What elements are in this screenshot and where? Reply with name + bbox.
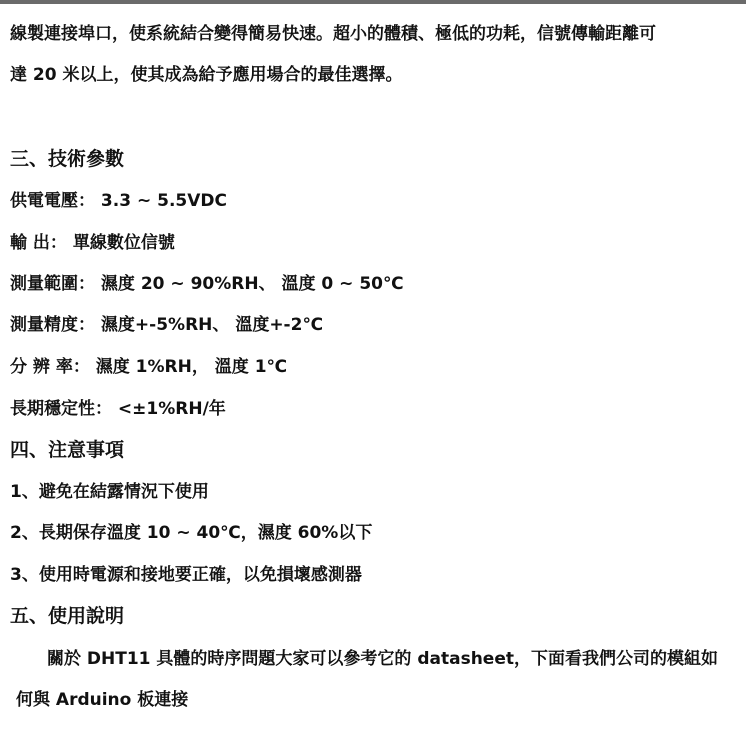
usage-paragraph-line-1: 關於 DHT11 具體的時序問題大家可以參考它的 datasheet，下面看我們公司的模組如 [47,649,718,669]
precaution-item-2: 2、長期保存溫度 10 ~ 40℃，濕度 60%以下 [10,523,373,543]
section-heading-precautions: 四、注意事項 [10,439,125,461]
spec-measurement-range: 測量範圍： 濕度 20 ~ 90%RH、 溫度 0 ~ 50℃ [10,274,404,294]
spec-resolution: 分 辨 率： 濕度 1%RH， 溫度 1℃ [10,357,288,377]
intro-paragraph-line-2: 達 20 米以上，使其成為給予應用場合的最佳選擇。 [10,65,403,85]
spec-long-term-stability: 長期穩定性： <±1%RH/年 [10,399,226,419]
spec-measurement-accuracy: 測量精度： 濕度+-5%RH、 溫度+-2℃ [10,315,324,335]
top-border-rule [0,0,746,4]
usage-paragraph-line-2: 何與 Arduino 板連接 [16,690,189,710]
section-heading-usage-instructions: 五、使用說明 [10,605,125,627]
spec-output: 輸 出： 單線數位信號 [10,233,175,253]
precaution-item-3: 3、使用時電源和接地要正確，以免損壞感測器 [10,565,362,585]
precaution-item-1: 1、避免在結露情況下使用 [10,482,209,502]
section-heading-technical-specs: 三、技術參數 [10,148,125,170]
intro-paragraph-line-1: 線製連接埠口，使系統結合變得簡易快速。超小的體積、極低的功耗，信號傳輸距離可 [10,24,656,44]
spec-power-voltage: 供電電壓： 3.3 ~ 5.5VDC [10,191,227,211]
